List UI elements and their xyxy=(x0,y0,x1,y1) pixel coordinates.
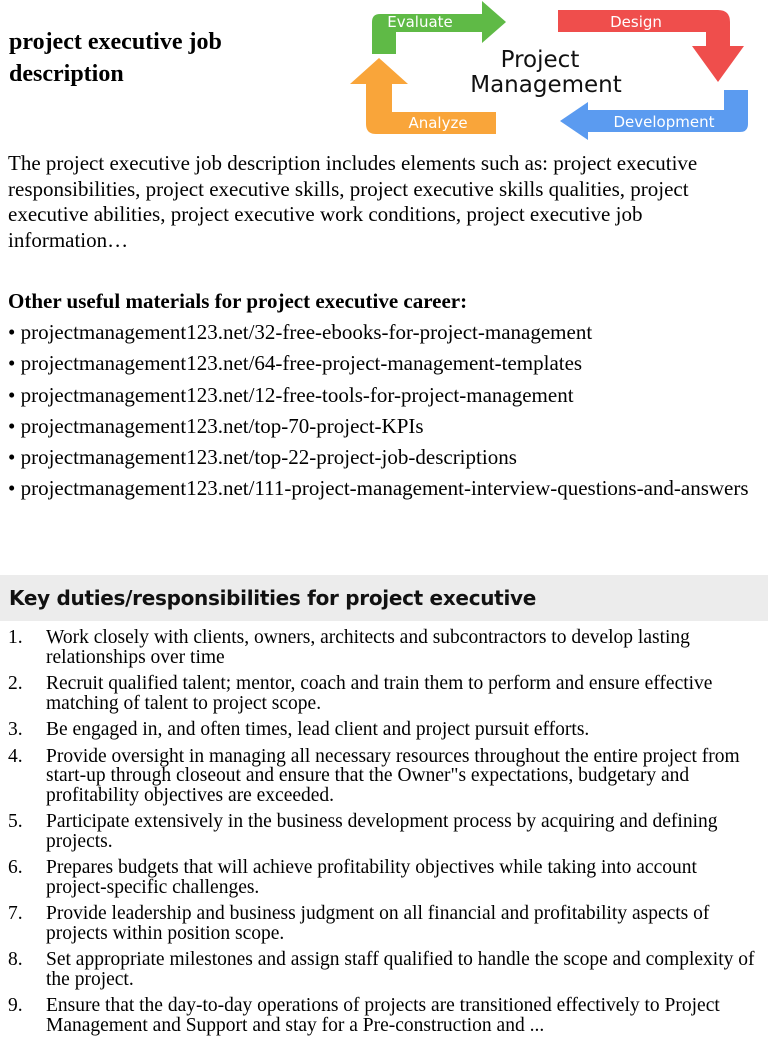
duties-heading: Key duties/responsibilities for project executive xyxy=(9,586,536,610)
duty-text: Ensure that the day-to-day operations of projects are transitioned effectively to Project Management and Support and stay for a Pre-construction and ... xyxy=(46,995,720,1036)
duty-number: 5. xyxy=(8,811,23,832)
duty-item xyxy=(8,747,760,806)
duty-item xyxy=(8,858,760,897)
duties-list xyxy=(8,628,760,1042)
duty-text: Be engaged in, and often times, lead client and project pursuit efforts. xyxy=(46,719,590,740)
duty-item xyxy=(8,904,760,943)
duty-text: Prepares budgets that will achieve profitability objectives while taking into account project-specific challenges. xyxy=(46,857,697,898)
evaluate-label: Evaluate xyxy=(387,13,453,31)
duty-text: Provide leadership and business judgment on all financial and profitability aspects of projects within position scope. xyxy=(46,903,710,944)
duty-number: 6. xyxy=(8,857,23,878)
duty-item xyxy=(8,720,760,740)
duty-text: Work closely with clients, owners, architects and subcontractors to develop lasting relationships over time xyxy=(46,627,690,668)
center-title-line2: Management xyxy=(470,72,622,98)
development-label: Development xyxy=(613,113,715,131)
duty-number: 8. xyxy=(8,949,23,970)
page-title: project executive job description xyxy=(9,29,222,87)
duty-item xyxy=(8,674,760,713)
materials-link-list xyxy=(8,320,763,508)
duty-number: 1. xyxy=(8,627,23,648)
material-link[interactable]: • projectmanagement123.net/111-project-management-interview-questions-and-answers xyxy=(8,476,749,501)
duty-text: Participate extensively in the business development process by acquiring and defining projects. xyxy=(46,811,718,852)
duty-text: Provide oversight in managing all necessary resources throughout the entire project from start-up through closeout and ensure that the Owner"s expectations, budgetary and profitability objectives are exceeded. xyxy=(46,745,740,806)
duty-text: Recruit qualified talent; mentor, coach and train them to perform and ensure effective matching of talent to project scope. xyxy=(46,673,713,714)
duty-number: 9. xyxy=(8,995,23,1016)
material-link[interactable]: • projectmanagement123.net/12-free-tools-for-project-management xyxy=(8,382,574,407)
duty-item xyxy=(8,996,760,1035)
materials-heading: Other useful materials for project executive career: xyxy=(8,289,468,313)
duties-section-header xyxy=(0,575,768,621)
duty-number: 2. xyxy=(8,673,23,694)
duty-item xyxy=(8,628,760,667)
material-link[interactable]: • projectmanagement123.net/64-free-project-management-templates xyxy=(8,351,583,376)
material-link[interactable]: • projectmanagement123.net/top-22-project-job-descriptions xyxy=(8,445,517,470)
design-label: Design xyxy=(610,13,662,31)
duty-number: 3. xyxy=(8,719,23,740)
analyze-label: Analyze xyxy=(408,114,468,132)
center-title-line1: Project xyxy=(500,47,580,73)
duty-text: Set appropriate milestones and assign staff qualified to handle the scope and complexity of the project. xyxy=(46,949,755,990)
intro-paragraph: The project executive job description includes elements such as: project executive responsibilities, project executive skills, project executive skills qualities, project executive abilities, project executive work conditions, project executive job information… xyxy=(8,151,698,252)
material-link[interactable]: • projectmanagement123.net/top-70-project-KPIs xyxy=(8,413,424,438)
duty-number: 4. xyxy=(8,745,23,767)
duty-item xyxy=(8,812,760,851)
material-link[interactable]: • projectmanagement123.net/32-free-ebooks-for-project-management xyxy=(8,320,593,344)
duty-item xyxy=(8,950,760,989)
project-management-cycle-graphic xyxy=(334,0,768,140)
duty-number: 7. xyxy=(8,903,23,924)
